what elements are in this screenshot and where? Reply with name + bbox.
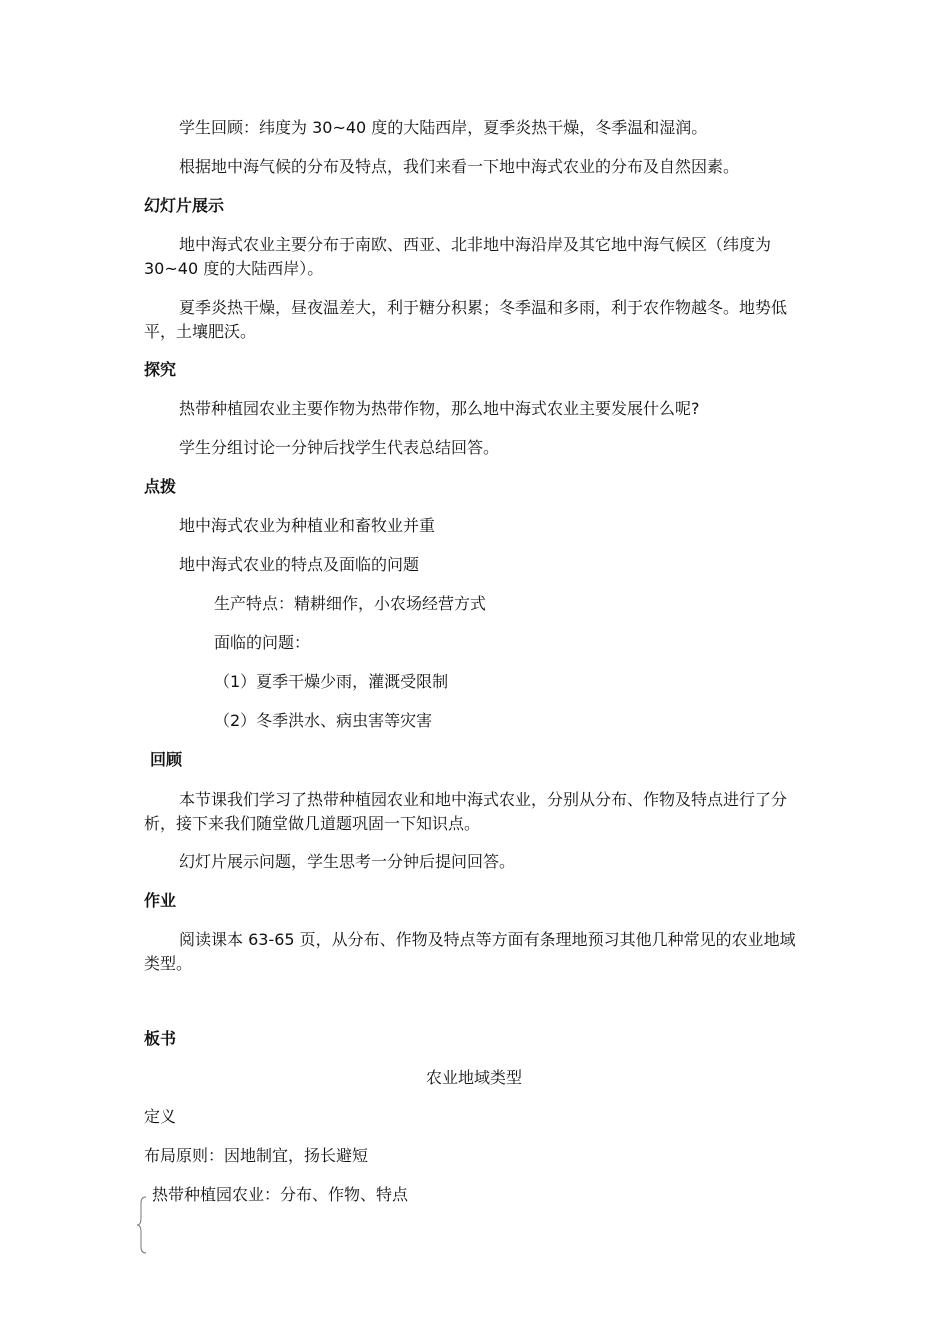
paragraph-discussion: 学生分组讨论一分钟后找学生代表总结回答。 bbox=[179, 438, 500, 457]
heading-guidance: 点拨 bbox=[144, 477, 177, 496]
board-layout-principle: 布局原则：因地制宜，扬长避短 bbox=[144, 1146, 369, 1165]
paragraph-features-problems: 地中海式农业的特点及面临的问题 bbox=[179, 555, 420, 574]
heading-blackboard: 板书 bbox=[144, 1029, 177, 1048]
board-tropical-plantation: 热带种植园农业：分布、作物、特点 bbox=[152, 1185, 409, 1204]
heading-homework: 作业 bbox=[144, 891, 177, 910]
paragraph-student-review: 学生回顾：纬度为 30~40 度的大陆西岸，夏季炎热干燥，冬季温和湿润。 bbox=[179, 118, 708, 137]
heading-slide-show: 幻灯片展示 bbox=[144, 196, 225, 215]
paragraph-homework: 阅读课本 63-65 页，从分布、作物及特点等方面有条理地预习其他几种常见的农业地域类型。 bbox=[144, 930, 796, 973]
paragraph-intro: 根据地中海气候的分布及特点，我们来看一下地中海式农业的分布及自然因素。 bbox=[179, 157, 740, 176]
paragraph-problems-label: 面临的问题： bbox=[214, 633, 311, 652]
left-brace-icon bbox=[136, 1196, 148, 1254]
list-item-problem-1: （1）夏季干燥少雨，灌溉受限制 bbox=[214, 672, 449, 691]
paragraph-natural-factors: 夏季炎热干燥，昼夜温差大，利于糖分积累；冬季温和多雨，利于农作物越冬。地势低平，土壤肥沃。 bbox=[144, 298, 788, 341]
paragraph-summary: 本节课我们学习了热带种植园农业和地中海式农业，分别从分布、作物及特点进行了分析，接下来我们随堂做几道题巩固一下知识点。 bbox=[144, 790, 788, 833]
paragraph-slide-questions: 幻灯片展示问题，学生思考一分钟后提问回答。 bbox=[179, 852, 516, 871]
paragraph-distribution: 地中海式农业主要分布于南欧、西亚、北非地中海沿岸及其它地中海气候区（纬度为 30~40 度的大陆西岸）。 bbox=[144, 235, 772, 278]
paragraph-production-features: 生产特点：精耕细作，小农场经营方式 bbox=[214, 594, 487, 613]
paragraph-question: 热带种植园农业主要作物为热带作物，那么地中海式农业主要发展什么呢? bbox=[179, 399, 700, 418]
board-title: 农业地域类型 bbox=[425, 1068, 522, 1087]
heading-review: 回顾 bbox=[150, 750, 183, 769]
heading-explore: 探究 bbox=[144, 360, 177, 379]
paragraph-agriculture-type: 地中海式农业为种植业和畜牧业并重 bbox=[179, 516, 436, 535]
board-definition: 定义 bbox=[144, 1107, 177, 1126]
list-item-problem-2: （2）冬季洪水、病虫害等灾害 bbox=[214, 711, 433, 730]
